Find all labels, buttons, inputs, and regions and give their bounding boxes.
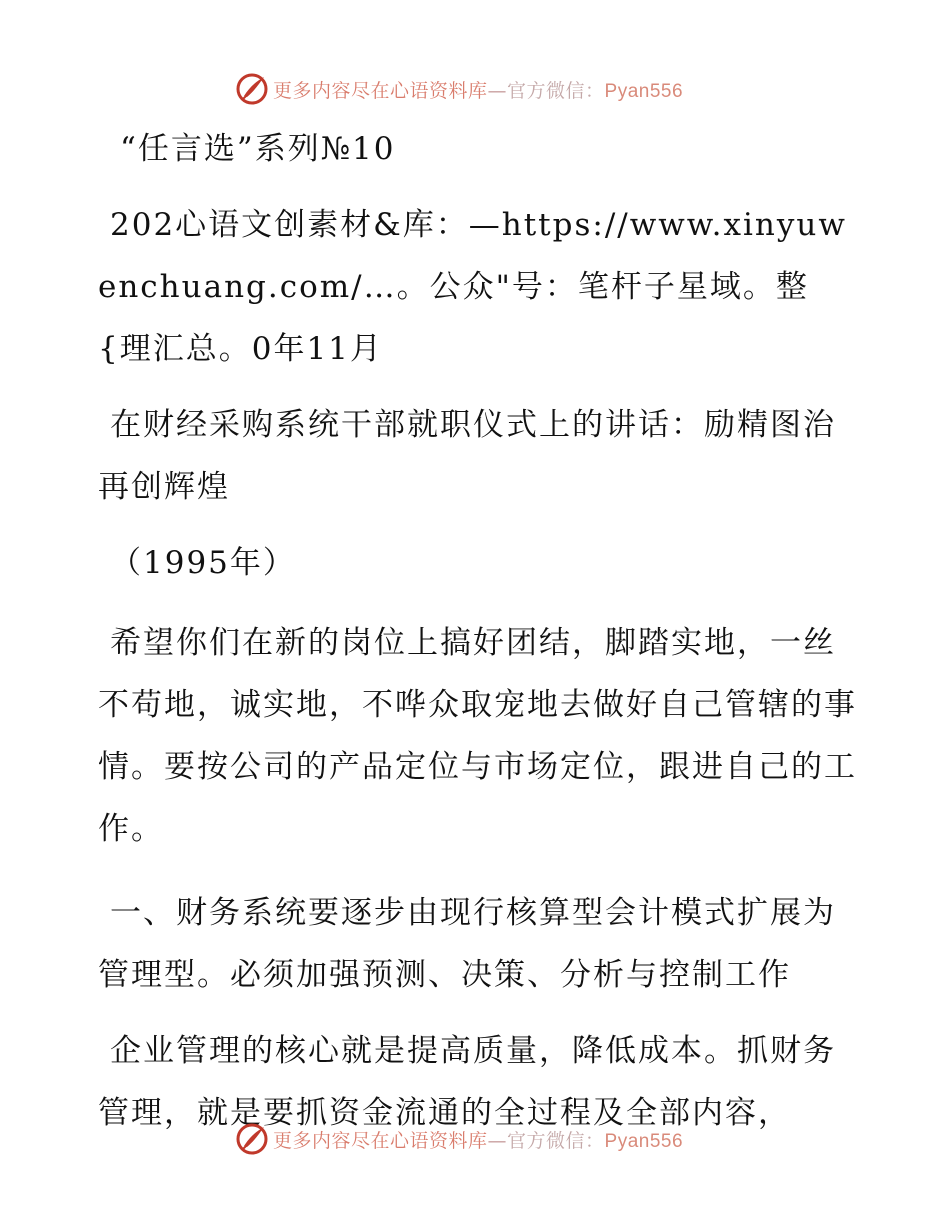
watermark-wechat-id: Pyan556: [604, 1130, 684, 1152]
watermark-site-name: 更多内容尽在心语资料库: [273, 79, 488, 102]
paragraph-intro: 希望你们在新的岗位上搞好团结，脚踏实地，一丝不苟地，诚实地，不哗众取宠地去做好自己管辖的事情。要按公司的产品定位与市场定位，跟进自己的工作。: [98, 625, 857, 847]
series-label: “任言选”系列№10: [120, 131, 396, 167]
quill-logo-icon: [235, 1122, 269, 1156]
speech-year: （1995年）: [110, 545, 296, 581]
watermark-text: [273, 1126, 683, 1153]
document-body: [98, 118, 869, 1144]
watermark-dash: —: [487, 1129, 508, 1152]
paragraph-section-1: 企业管理的核心就是提高质量，降低成本。抓财务管理，就是要抓资金流通的全过程及全部内容，: [98, 1033, 836, 1131]
quill-logo-icon: [235, 72, 269, 106]
watermark-wechat-id: Pyan556: [604, 80, 684, 102]
source-note: 202心语文创素材&库：—https://www.xinyuwenchuang.com/…。公众"号：笔杆子星域。整{理汇总。0年11月: [98, 207, 847, 367]
watermark-site-name: 更多内容尽在心语资料库: [273, 1129, 488, 1152]
watermark-footer: [235, 1122, 683, 1156]
watermark-dash: —: [487, 79, 508, 102]
speech-title: 在财经采购系统干部就职仪式上的讲话：励精图治 再创辉煌: [98, 407, 869, 505]
section-heading-1: 一、财务系统要逐步由现行核算型会计模式扩展为管理型。必须加强预测、决策、分析与控制工作: [98, 895, 836, 993]
watermark-official-label: 官方微信：: [507, 1129, 605, 1152]
watermark-header: [235, 72, 683, 106]
watermark-official-label: 官方微信：: [507, 79, 605, 102]
watermark-text: [273, 76, 683, 103]
